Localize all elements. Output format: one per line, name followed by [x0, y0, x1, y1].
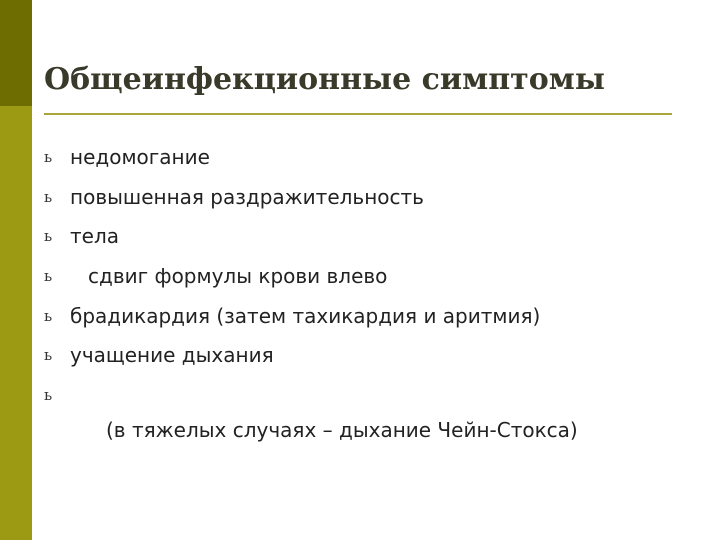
list-item: [44, 177, 540, 217]
list-item: [44, 335, 540, 375]
side-bar-accent: [0, 0, 32, 106]
list-item: [44, 375, 540, 415]
item-text: учащение дыхания: [70, 343, 274, 368]
bullet-icon: ь: [44, 266, 53, 285]
bullet-icon: ь: [44, 385, 53, 404]
continuation-text: (в тяжелых случаях – дыхание Чейн-Стокса): [106, 418, 578, 442]
bullet-icon: ь: [44, 346, 53, 365]
bullet-icon: ь: [44, 147, 53, 166]
slide-title: Общеинфекционные симптомы: [44, 62, 605, 97]
list-item: [44, 216, 540, 256]
list-item: [44, 296, 540, 336]
bullet-icon: ь: [44, 306, 53, 325]
title-underline: [44, 113, 672, 115]
item-text: тела: [70, 224, 119, 249]
symptom-list: [44, 137, 540, 415]
bullet-icon: ь: [44, 227, 53, 246]
item-text: недомогание: [70, 144, 210, 169]
list-item: [44, 137, 540, 177]
item-text: сдвиг формулы крови влево: [88, 263, 388, 288]
bullet-icon: ь: [44, 187, 53, 206]
item-text: брадикардия (затем тахикардия и аритмия): [70, 303, 541, 328]
list-item: [44, 256, 540, 296]
item-text: повышенная раздражительность: [70, 184, 424, 209]
